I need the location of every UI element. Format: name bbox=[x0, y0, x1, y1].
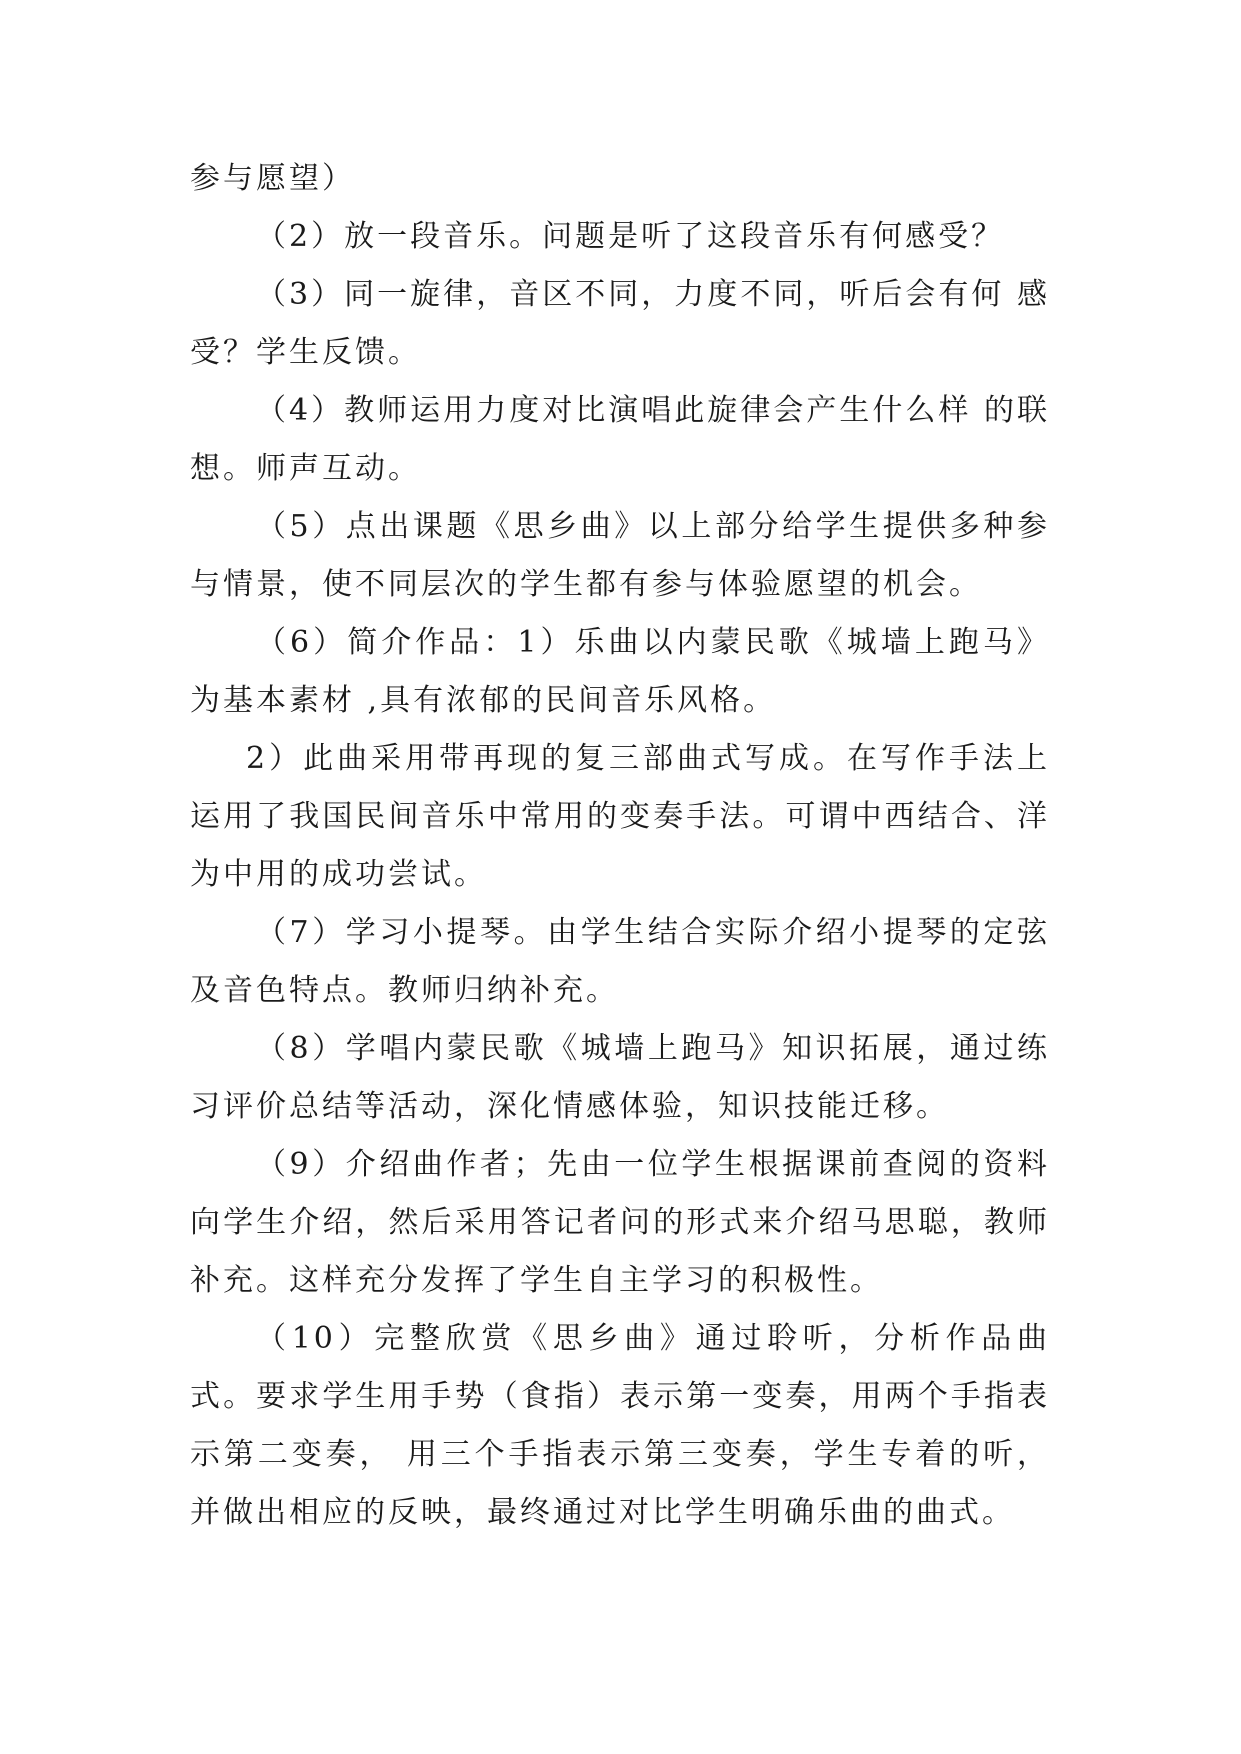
paragraph-item-5: （5）点出课题《思乡曲》以上部分给学生提供多种参与情景，使不同层次的学生都有参与体验愿望的机会。 bbox=[190, 509, 1050, 602]
paragraph-item-6: （6）简介作品：1）乐曲以内蒙民歌《城墙上跑马》为基本素材 ,具有浓郁的民间音乐风格。 bbox=[190, 625, 1050, 718]
document-body bbox=[190, 150, 1050, 1542]
paragraph-item-4: （4）教师运用力度对比演唱此旋律会产生什么样 的联想。师声互动。 bbox=[190, 393, 1050, 486]
paragraph-item-6-sub-2: 2）此曲采用带再现的复三部曲式写成。在写作手法上运用了我国民间音乐中常用的变奏手法。可谓中西结合、洋为中用的成功尝试。 bbox=[190, 741, 1050, 892]
paragraph-item-9: （9）介绍曲作者；先由一位学生根据课前查阅的资料向学生介绍，然后采用答记者问的形式来介绍马思聪，教师补充。这样充分发挥了学生自主学习的积极性。 bbox=[190, 1147, 1050, 1298]
paragraph-item-10: （10）完整欣赏《思乡曲》通过聆听，分析作品曲式。要求学生用手势（食指）表示第一变奏，用两个手指表示第二变奏， 用三个手指表示第三变奏，学生专着的听，并做出相应的反映，最终通过对比学生明确乐曲的曲式。 bbox=[190, 1321, 1050, 1530]
paragraph-item-2: （2）放一段音乐。问题是听了这段音乐有何感受？ bbox=[256, 219, 1005, 254]
paragraph-item-7: （7）学习小提琴。由学生结合实际介绍小提琴的定弦及音色特点。教师归纳补充。 bbox=[190, 915, 1050, 1008]
paragraph-continuation: 参与愿望） bbox=[190, 161, 355, 196]
paragraph-item-3: （3）同一旋律，音区不同，力度不同，听后会有何 感受？学生反馈。 bbox=[190, 277, 1050, 370]
paragraph-item-8: （8）学唱内蒙民歌《城墙上跑马》知识拓展，通过练习评价总结等活动，深化情感体验，知识技能迁移。 bbox=[190, 1031, 1050, 1124]
